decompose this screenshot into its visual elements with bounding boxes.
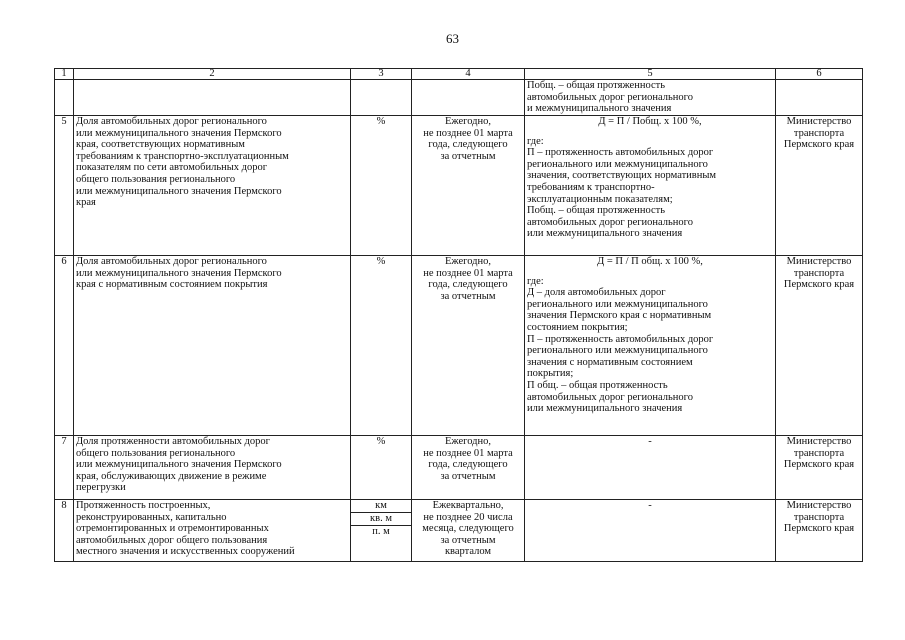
method-text: где: Д – доля автомобильных дорог регионального или межмуниципального значения Пермского края с нормативным состоянием покрытия; П – протяженность автомобильных дорог регионального или межмуниципального значения с нормативным состоянием покрытия; П общ. – общая протяженность автомобильных дорог регионального или межмуниципального значения <box>527 275 714 415</box>
header-cell: 5 <box>525 69 776 80</box>
row-number: 8 <box>55 500 74 562</box>
header-cell: 2 <box>74 69 351 80</box>
row-number: 6 <box>55 256 74 436</box>
table-header-row <box>55 69 863 80</box>
row-number: 7 <box>55 436 74 500</box>
method-cell <box>525 116 776 256</box>
header-cell: 1 <box>55 69 74 80</box>
method-text: где: П – протяженность автомобильных дорог регионального или межмуниципального значения, соответствующих нормативным требованиям к транспортно- эксплуатационным показателям; Побщ. – общая протяженность автомобильных дорог регионального или межмуниципального значения <box>527 135 717 240</box>
formula-text: Д = П / Побщ. х 100 %, <box>598 116 702 127</box>
indicator-name: Доля автомобильных дорог регионального или межмуниципального значения Пермского края, соответствующих нормативным требованиям к транспортно-эксплуатационным показателям по сети автомобильных дорог общего пользования регионального или межмуниципального значения Пермского края <box>74 116 351 256</box>
method-cell <box>525 256 776 436</box>
indicators-table <box>54 68 863 562</box>
indicator-name: Доля автомобильных дорог регионального или межмуниципального значения Пермского края с нормативным состоянием покрытия <box>74 256 351 436</box>
header-cell: 3 <box>351 69 412 80</box>
formula-text: Д = П / П общ. х 100 %, <box>597 256 703 267</box>
table-row <box>55 436 863 500</box>
unit-cell: % <box>351 116 412 256</box>
indicator-name: Протяженность построенных, реконструированных, капитально отремонтированных и отремонтированных автомобильных дорог общего пользования местного значения и искусственных сооружений <box>74 500 351 562</box>
responsible-cell: Министерство транспорта Пермского края <box>776 256 863 436</box>
unit-cell: % <box>351 256 412 436</box>
period-cell: Ежегодно, не позднее 01 марта года, следующего за отчетным <box>412 256 525 436</box>
unit-sq-m: кв. м <box>351 513 411 526</box>
responsible-cell: Министерство транспорта Пермского края <box>776 436 863 500</box>
table-row <box>55 116 863 256</box>
header-cell: 6 <box>776 69 863 80</box>
table-row <box>55 500 863 562</box>
unit-cell <box>351 500 412 562</box>
responsible-cell: Министерство транспорта Пермского края <box>776 116 863 256</box>
page-number: 63 <box>446 31 459 46</box>
method-cell: - <box>525 500 776 562</box>
unit-cell: % <box>351 436 412 500</box>
table-row-continuation <box>55 80 863 116</box>
period-cell: Ежеквартально, не позднее 20 числа месяца, следующего за отчетным кварталом <box>412 500 525 562</box>
row-number: 5 <box>55 116 74 256</box>
responsible-cell: Министерство транспорта Пермского края <box>776 500 863 562</box>
period-cell: Ежегодно, не позднее 01 марта года, следующего за отчетным <box>412 436 525 500</box>
period-cell: Ежегодно, не позднее 01 марта года, следующего за отчетным <box>412 116 525 256</box>
unit-lin-m: п. м <box>372 526 390 537</box>
indicator-name: Доля протяженности автомобильных дорог общего пользования регионального или межмуниципального значения Пермского края, обслуживающих движение в режиме перегрузки <box>74 436 351 500</box>
method-cell: Побщ. – общая протяженность автомобильных дорог регионального и межмуниципального значения <box>525 80 776 116</box>
table-row <box>55 256 863 436</box>
method-cell: - <box>525 436 776 500</box>
header-cell: 4 <box>412 69 525 80</box>
unit-km: км <box>351 500 411 513</box>
